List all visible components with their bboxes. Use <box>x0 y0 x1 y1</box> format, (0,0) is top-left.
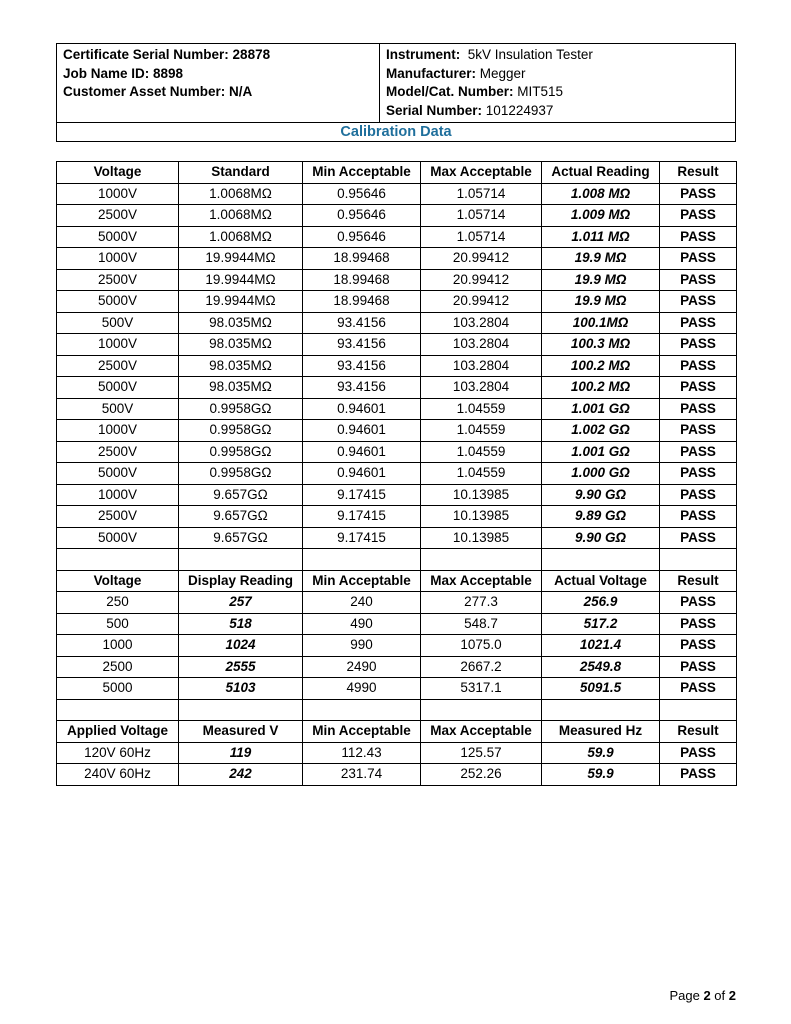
header-row <box>57 721 737 743</box>
table-cell: 9.657GΩ <box>179 527 303 549</box>
empty-cell <box>660 699 737 721</box>
table-cell: 103.2804 <box>421 377 542 399</box>
table-cell: 1.008 MΩ <box>542 183 660 205</box>
empty-cell <box>542 549 660 571</box>
result-cell: PASS <box>660 269 737 291</box>
empty-cell <box>57 549 179 571</box>
table-cell: 242 <box>179 764 303 786</box>
table-cell: 500 <box>57 613 179 635</box>
table-cell: 5317.1 <box>421 678 542 700</box>
result-cell: PASS <box>660 205 737 227</box>
table-cell: 4990 <box>303 678 421 700</box>
result-cell: PASS <box>660 420 737 442</box>
column-header: Measured V <box>179 721 303 743</box>
manufacturer-label: Manufacturer: <box>386 65 477 81</box>
table-row <box>57 678 737 700</box>
table-cell: 518 <box>179 613 303 635</box>
table-cell: 277.3 <box>421 592 542 614</box>
certificate-info-cell <box>57 44 380 123</box>
table-row <box>57 248 737 270</box>
column-header: Max Acceptable <box>421 721 542 743</box>
table-cell: 1000V <box>57 248 179 270</box>
column-header: Max Acceptable <box>421 570 542 592</box>
table-cell: 100.2 MΩ <box>542 355 660 377</box>
empty-cell <box>421 699 542 721</box>
table-row <box>57 226 737 248</box>
instrument-value: 5kV Insulation Tester <box>467 47 593 62</box>
manufacturer-value: Megger <box>479 65 526 81</box>
result-cell: PASS <box>660 678 737 700</box>
table-row <box>57 355 737 377</box>
table-cell: 0.94601 <box>303 463 421 485</box>
table-cell: 1.04559 <box>421 398 542 420</box>
header-row <box>57 162 737 184</box>
result-cell: PASS <box>660 377 737 399</box>
table-cell: 19.9 MΩ <box>542 248 660 270</box>
table-row <box>57 398 737 420</box>
table-cell: 517.2 <box>542 613 660 635</box>
table-cell: 9.657GΩ <box>179 506 303 528</box>
result-cell: PASS <box>660 463 737 485</box>
table-cell: 500V <box>57 398 179 420</box>
table-cell: 19.9944MΩ <box>179 269 303 291</box>
result-cell: PASS <box>660 248 737 270</box>
table-cell: 5000 <box>57 678 179 700</box>
table-cell: 2490 <box>303 656 421 678</box>
table-cell: 1.0068MΩ <box>179 226 303 248</box>
table-cell: 1024 <box>179 635 303 657</box>
calibration-data-table <box>56 161 737 786</box>
result-cell: PASS <box>660 291 737 313</box>
table-cell: 125.57 <box>421 742 542 764</box>
table-cell: 18.99468 <box>303 269 421 291</box>
column-header: Measured Hz <box>542 721 660 743</box>
result-cell: PASS <box>660 334 737 356</box>
empty-cell <box>303 699 421 721</box>
table-cell: 231.74 <box>303 764 421 786</box>
column-header: Result <box>660 162 737 184</box>
table-cell: 1021.4 <box>542 635 660 657</box>
table-cell: 1075.0 <box>421 635 542 657</box>
table-cell: 240 <box>303 592 421 614</box>
table-cell: 9.90 GΩ <box>542 527 660 549</box>
column-header: Result <box>660 721 737 743</box>
table-cell: 9.17415 <box>303 506 421 528</box>
table-cell: 100.1MΩ <box>542 312 660 334</box>
column-header: Min Acceptable <box>303 570 421 592</box>
table-cell: 19.9 MΩ <box>542 269 660 291</box>
table-cell: 0.9958GΩ <box>179 441 303 463</box>
table-cell: 0.94601 <box>303 398 421 420</box>
table-cell: 98.035MΩ <box>179 334 303 356</box>
result-cell: PASS <box>660 613 737 635</box>
table-row <box>57 183 737 205</box>
table-row <box>57 742 737 764</box>
table-cell: 5103 <box>179 678 303 700</box>
job-name-label: Job Name ID: 8898 <box>63 65 184 81</box>
table-cell: 5000V <box>57 291 179 313</box>
table-cell: 98.035MΩ <box>179 355 303 377</box>
result-cell: PASS <box>660 226 737 248</box>
table-cell: 0.94601 <box>303 441 421 463</box>
table-cell: 5000V <box>57 463 179 485</box>
table-cell: 119 <box>179 742 303 764</box>
table-cell: 0.9958GΩ <box>179 420 303 442</box>
page-label: Page <box>669 988 700 1003</box>
table-row <box>57 506 737 528</box>
table-cell: 93.4156 <box>303 355 421 377</box>
table-cell: 5000V <box>57 226 179 248</box>
table-cell: 2500V <box>57 205 179 227</box>
table-cell: 20.99412 <box>421 291 542 313</box>
table-cell: 10.13985 <box>421 527 542 549</box>
table-cell: 1.002 GΩ <box>542 420 660 442</box>
table-row <box>57 441 737 463</box>
certificate-header <box>56 43 736 142</box>
result-cell: PASS <box>660 656 737 678</box>
table-cell: 2549.8 <box>542 656 660 678</box>
table-cell: 10.13985 <box>421 506 542 528</box>
table-cell: 100.3 MΩ <box>542 334 660 356</box>
serial-number-value: 101224937 <box>485 102 554 118</box>
result-cell: PASS <box>660 355 737 377</box>
table-cell: 1.0068MΩ <box>179 205 303 227</box>
result-cell: PASS <box>660 742 737 764</box>
table-cell: 120V 60Hz <box>57 742 179 764</box>
table-cell: 0.9958GΩ <box>179 398 303 420</box>
table-cell: 1.001 GΩ <box>542 441 660 463</box>
table-cell: 98.035MΩ <box>179 312 303 334</box>
table-cell: 548.7 <box>421 613 542 635</box>
table-row <box>57 764 737 786</box>
table-cell: 2500V <box>57 441 179 463</box>
empty-cell <box>303 549 421 571</box>
result-cell: PASS <box>660 183 737 205</box>
spacer-row <box>57 549 737 571</box>
column-header: Actual Voltage <box>542 570 660 592</box>
table-cell: 0.95646 <box>303 226 421 248</box>
table-cell: 252.26 <box>421 764 542 786</box>
result-cell: PASS <box>660 398 737 420</box>
table-cell: 0.95646 <box>303 205 421 227</box>
result-cell: PASS <box>660 635 737 657</box>
model-value: MIT515 <box>517 84 564 99</box>
customer-asset-label: Customer Asset Number: N/A <box>63 84 253 99</box>
empty-cell <box>179 549 303 571</box>
table-cell: 2500 <box>57 656 179 678</box>
table-cell: 1.05714 <box>421 183 542 205</box>
table-cell: 1.04559 <box>421 463 542 485</box>
table-row <box>57 377 737 399</box>
table-cell: 9.89 GΩ <box>542 506 660 528</box>
table-cell: 5091.5 <box>542 678 660 700</box>
table-cell: 19.9944MΩ <box>179 291 303 313</box>
table-cell: 112.43 <box>303 742 421 764</box>
result-cell: PASS <box>660 764 737 786</box>
instrument-info-cell <box>380 44 736 123</box>
table-row <box>57 291 737 313</box>
result-cell: PASS <box>660 312 737 334</box>
table-cell: 5000V <box>57 377 179 399</box>
empty-cell <box>179 699 303 721</box>
table-row <box>57 484 737 506</box>
table-cell: 0.94601 <box>303 420 421 442</box>
table-cell: 1.001 GΩ <box>542 398 660 420</box>
page-number: 2 <box>703 988 711 1003</box>
page-of-label: of <box>714 988 726 1003</box>
table-cell: 500V <box>57 312 179 334</box>
column-header: Applied Voltage <box>57 721 179 743</box>
table-cell: 9.657GΩ <box>179 484 303 506</box>
table-cell: 93.4156 <box>303 377 421 399</box>
serial-number-label: Serial Number: <box>386 102 483 118</box>
table-cell: 20.99412 <box>421 269 542 291</box>
table-cell: 1.0068MΩ <box>179 183 303 205</box>
page-footer <box>669 988 736 1003</box>
table-cell: 1000 <box>57 635 179 657</box>
calibration-data-caption: Calibration Data <box>57 123 736 142</box>
column-header: Voltage <box>57 162 179 184</box>
table-cell: 240V 60Hz <box>57 764 179 786</box>
table-cell: 1.009 MΩ <box>542 205 660 227</box>
table-cell: 9.17415 <box>303 484 421 506</box>
table-cell: 100.2 MΩ <box>542 377 660 399</box>
column-header: Result <box>660 570 737 592</box>
result-cell: PASS <box>660 527 737 549</box>
table-cell: 19.9 MΩ <box>542 291 660 313</box>
table-cell: 9.17415 <box>303 527 421 549</box>
table-cell: 1000V <box>57 183 179 205</box>
table-cell: 18.99468 <box>303 248 421 270</box>
table-cell: 1.05714 <box>421 226 542 248</box>
table-row <box>57 334 737 356</box>
page-total: 2 <box>728 988 736 1003</box>
result-cell: PASS <box>660 484 737 506</box>
table-row <box>57 592 737 614</box>
table-cell: 19.9944MΩ <box>179 248 303 270</box>
table-row <box>57 527 737 549</box>
empty-cell <box>421 549 542 571</box>
spacer-row <box>57 699 737 721</box>
column-header: Voltage <box>57 570 179 592</box>
table-row <box>57 463 737 485</box>
result-cell: PASS <box>660 592 737 614</box>
table-cell: 5000V <box>57 527 179 549</box>
table-cell: 1.04559 <box>421 420 542 442</box>
table-cell: 2555 <box>179 656 303 678</box>
table-row <box>57 269 737 291</box>
result-cell: PASS <box>660 506 737 528</box>
table-cell: 2500V <box>57 506 179 528</box>
table-cell: 1000V <box>57 484 179 506</box>
table-cell: 257 <box>179 592 303 614</box>
table-cell: 18.99468 <box>303 291 421 313</box>
table-cell: 103.2804 <box>421 355 542 377</box>
column-header: Min Acceptable <box>303 162 421 184</box>
table-cell: 98.035MΩ <box>179 377 303 399</box>
table-cell: 0.95646 <box>303 183 421 205</box>
header-row <box>57 570 737 592</box>
empty-cell <box>57 699 179 721</box>
table-cell: 103.2804 <box>421 334 542 356</box>
certificate-serial-label: Certificate Serial Number: 28878 <box>63 47 271 62</box>
table-cell: 59.9 <box>542 764 660 786</box>
table-row <box>57 656 737 678</box>
table-cell: 990 <box>303 635 421 657</box>
empty-cell <box>660 549 737 571</box>
table-cell: 1.011 MΩ <box>542 226 660 248</box>
table-cell: 1.04559 <box>421 441 542 463</box>
table-cell: 1000V <box>57 334 179 356</box>
table-cell: 1000V <box>57 420 179 442</box>
table-cell: 9.90 GΩ <box>542 484 660 506</box>
table-cell: 10.13985 <box>421 484 542 506</box>
table-cell: 2667.2 <box>421 656 542 678</box>
column-header: Max Acceptable <box>421 162 542 184</box>
table-cell: 490 <box>303 613 421 635</box>
table-cell: 256.9 <box>542 592 660 614</box>
column-header: Min Acceptable <box>303 721 421 743</box>
column-header: Standard <box>179 162 303 184</box>
table-cell: 1.000 GΩ <box>542 463 660 485</box>
table-cell: 2500V <box>57 269 179 291</box>
instrument-label: Instrument: <box>386 47 461 62</box>
column-header: Display Reading <box>179 570 303 592</box>
table-cell: 2500V <box>57 355 179 377</box>
table-row <box>57 312 737 334</box>
column-header: Actual Reading <box>542 162 660 184</box>
table-cell: 93.4156 <box>303 312 421 334</box>
table-cell: 103.2804 <box>421 312 542 334</box>
result-cell: PASS <box>660 441 737 463</box>
table-cell: 93.4156 <box>303 334 421 356</box>
table-row <box>57 420 737 442</box>
table-cell: 59.9 <box>542 742 660 764</box>
table-cell: 250 <box>57 592 179 614</box>
table-cell: 20.99412 <box>421 248 542 270</box>
empty-cell <box>542 699 660 721</box>
table-cell: 0.9958GΩ <box>179 463 303 485</box>
table-cell: 1.05714 <box>421 205 542 227</box>
model-label: Model/Cat. Number: <box>386 84 514 99</box>
table-row <box>57 613 737 635</box>
table-row <box>57 205 737 227</box>
table-row <box>57 635 737 657</box>
